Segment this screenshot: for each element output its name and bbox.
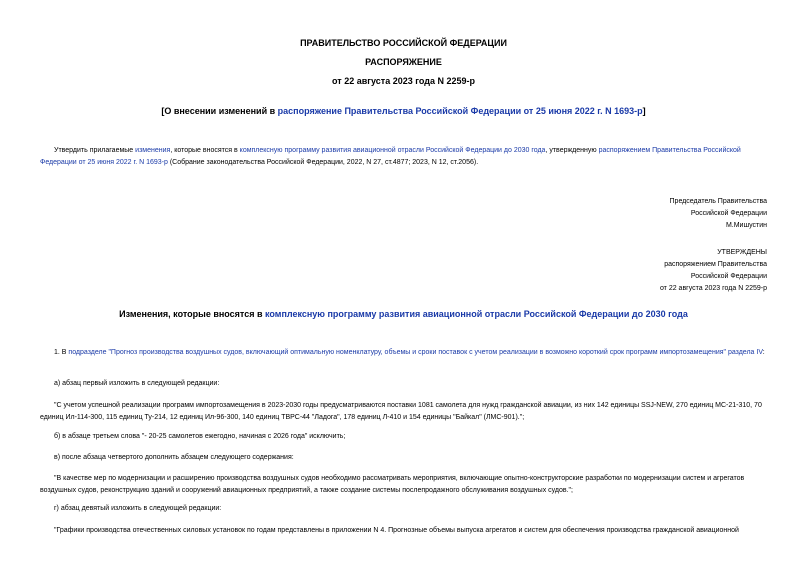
item-1-link[interactable]: подразделе "Прогноз производства воздушных судов, включающий оптимальную номенклатуру, объемы и сроки поставок с учетом реализации в возможно короткий срок программ импортозамещения" раздела IV [68, 349, 763, 356]
changes-title-prefix: Изменения, которые вносятся в [119, 309, 266, 319]
item-1-prefix: 1. В [54, 349, 69, 356]
item-c: в) после абзаца четвертого дополнить абзацем следующего содержания: [54, 454, 294, 461]
document-date-number: от 22 августа 2023 года N 2259-р [332, 76, 475, 86]
preamble-text-2: , которые вносятся в [170, 147, 240, 154]
item-a: а) абзац первый изложить в следующей редакции: [54, 380, 220, 387]
approved-by: распоряжением Правительства [664, 261, 767, 268]
approved-title: УТВЕРЖДЕНЫ [717, 249, 767, 256]
approved-org: Российской Федерации [690, 273, 767, 280]
government-title: ПРАВИТЕЛЬСТВО РОССИЙСКОЙ ФЕДЕРАЦИИ [300, 38, 507, 48]
preamble-paragraph [40, 145, 768, 169]
item-c-text: "В качестве мер по модернизации и расширению производства воздушных судов необходимо рассматривать мероприятия, включающие опытно-конструкторские разработки по модернизации систем и агрегатов воздушных судов, реконструкцию зданий и сооружений авиационных предприятий, а также создание системы послепродажного обслуживания воздушных судов."; [40, 475, 745, 494]
signature-block [670, 196, 767, 232]
preamble-text-4: (Собрание законодательства Российской Федерации, 2022, N 27, ст.4877; 2023, N 12, ст.2056). [167, 159, 479, 166]
document-type: РАСПОРЯЖЕНИЕ [365, 57, 442, 67]
preamble-text-1: Утвердить прилагаемые [54, 147, 136, 154]
subject-prefix: [О внесении изменений в [161, 106, 278, 116]
program-link[interactable]: комплексную программу развития авиационной отрасли Российской Федерации до 2030 года [239, 147, 546, 154]
item-a-text: "С учетом успешной реализации программ импортозамещения в 2023-2030 годы предусматриваются поставки 1081 самолета для нужд гражданской авиации, из них 142 единицы SSJ-NEW, 270 единиц МС-21-310, 70 единиц Ил-114-300, 115 единиц Ту-214, 12 единиц Ил-96-300, 140 единиц ТВРС-44 "Ладога", 178 единиц Л-410 и 154 единицы "Байкал" (ЛМС-901)."; [40, 402, 762, 421]
item-b: б) в абзаце третьем слова "- 20-25 самолетов ежегодно, начиная с 2026 года" исключить; [54, 433, 346, 440]
subject-suffix: ] [642, 106, 646, 116]
signature-org: Российской Федерации [690, 210, 767, 217]
subject-link[interactable]: распоряжение Правительства Российской Федерации от 25 июня 2022 г. N 1693-р [277, 106, 643, 116]
approved-date: от 22 августа 2023 года N 2259-р [659, 285, 767, 292]
order-link[interactable]: распоряжением Правительства Российской Федерации от 25 июня 2022 г. N 1693-р [40, 147, 741, 166]
changes-link[interactable]: изменения [135, 147, 171, 154]
item-g-text: "Графики производства отечественных силовых установок по годам представлены в приложении N 4. Прогнозные объемы выпуска агрегатов и систем для обеспечения производства гражданской авиационной [54, 527, 739, 534]
changes-title [0, 309, 807, 319]
preamble-text-3: , утвержденную [545, 147, 599, 154]
item-g: г) абзац девятый изложить в следующей редакции: [54, 505, 222, 512]
changes-title-link[interactable]: комплексную программу развития авиационной отрасли Российской Федерации до 2030 года [265, 309, 688, 319]
signature-name: М.Мишустин [725, 222, 767, 229]
approved-block [660, 247, 767, 295]
item-1 [40, 347, 768, 359]
signature-position: Председатель Правительства [669, 198, 767, 205]
item-1-suffix: : [762, 349, 765, 356]
document-subject [0, 106, 807, 116]
